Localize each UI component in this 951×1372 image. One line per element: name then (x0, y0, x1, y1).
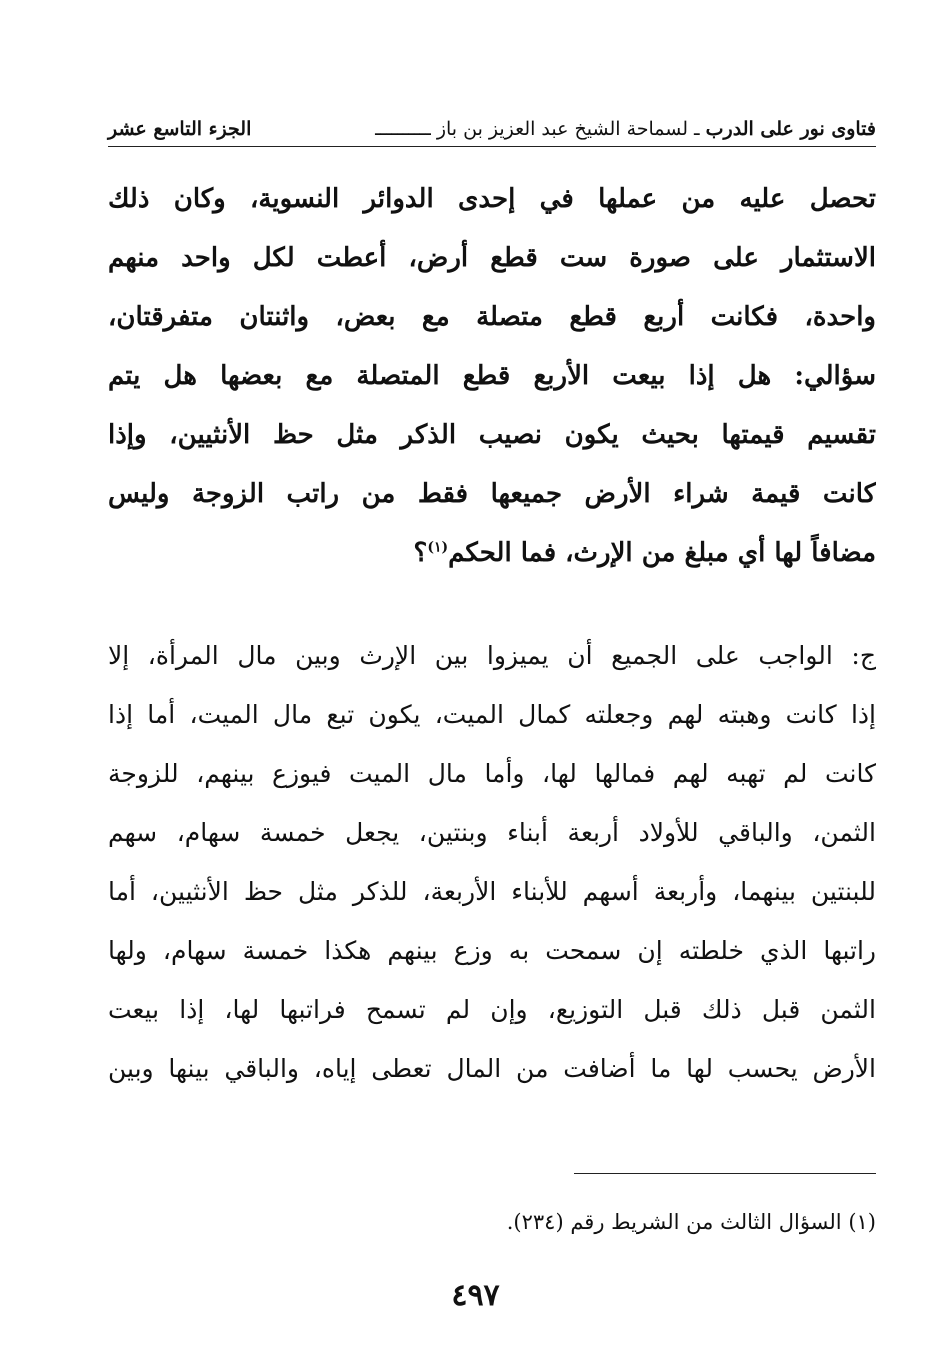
volume-label: الجزء التاسع عشر (108, 118, 252, 140)
question-line: كانت قيمة شراء الأرض جميعها فقط من راتب الزوجة وليس (108, 479, 876, 509)
question-line: واحدة، فكانت أربع قطع متصلة مع بعض، واثنتان متفرقتان، (108, 302, 876, 332)
answer-line: إذا كانت وهبته لهم وجعلته كمال الميت، يكون تبع مال الميت، أما إذا (108, 700, 876, 729)
question-line: تقسيم قيمتها بحيث يكون نصيب الذكر مثل حظ الأنثيين، وإذا (108, 420, 876, 450)
answer-paragraph (108, 626, 876, 1098)
answer-line: الأرض يحسب لها ما أضافت من المال تعطى إياه، والباقي بينها وبين (108, 1054, 876, 1083)
answer-line: راتبها الذي خلطته إن سمحت به وزع بينهم هكذا خمسة سهام، ولها (108, 936, 876, 965)
question-line-text: مضافاً لها أي مبلغ من الإرث، فما الحكم (448, 538, 876, 568)
question-line: الاستثمار على صورة ست قطع أرض، أعطت لكل واحد منهم (108, 243, 876, 273)
book-title: فتاوى نور على الدرب (705, 118, 876, 140)
answer-line: الثمن، والباقي للأولاد أربعة أبناء وبنتين، يجعل خمسة سهام، سهم (108, 818, 876, 847)
footnote-separator (574, 1173, 876, 1174)
answer-line: ج: الواجب على الجميع أن يميزوا بين الإرث وبين مال المرأة، إلا (108, 641, 876, 670)
question-line: تحصل عليه من عملها في إحدى الدوائر النسوية، وكان ذلك (108, 184, 876, 214)
footnote-marker: (١) (427, 539, 449, 556)
page-number: ٤٩٧ (451, 1278, 500, 1313)
footnote: (١) السؤال الثالث من الشريط رقم (٢٣٤). (506, 1210, 876, 1234)
answer-line: كانت لم تهبه لهم فمالها لها، وأما مال الميت فيوزع بينهم، للزوجة (108, 759, 876, 788)
running-header (108, 112, 876, 147)
answer-line: الثمن قبل ذلك قبل التوزيع، وإن لم تسمح فراتبها لها، إذا بيعت (108, 995, 876, 1024)
question-paragraph (108, 170, 876, 583)
answer-line: للبنتين بينهما، وأربعة أسهم للأبناء الأربعة، للذكر مثل حظ الأنثيين، أما (108, 877, 876, 906)
question-line: سؤالي: هل إذا بيعت الأربع قطع المتصلة مع بعضها هل يتم (108, 361, 876, 391)
question-mark: ؟ (413, 538, 428, 568)
author-line: ـ لسماحة الشيخ عبد العزيز بن باز ــــــــــ (375, 118, 706, 140)
question-last-line (108, 524, 876, 583)
